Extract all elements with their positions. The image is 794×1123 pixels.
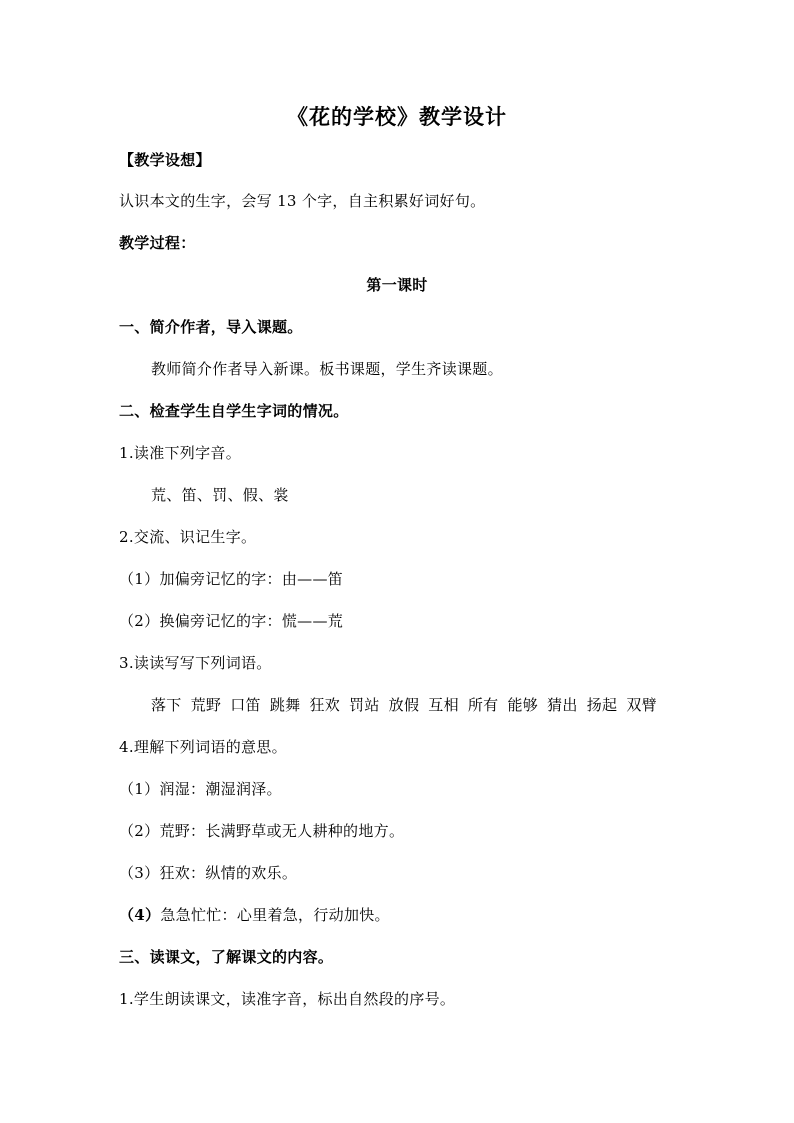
section-2-item-4d-text: 急急忙忙：心里着急，行动加快。: [160, 906, 390, 924]
section-2-item-4d-number: （4）: [119, 906, 161, 924]
section-2-item-1: 1.读准下列字音。: [119, 444, 242, 462]
vocabulary-word: 跳舞: [269, 696, 301, 714]
vocabulary-word: 罚站: [349, 696, 380, 714]
vocabulary-word: 双臂: [626, 696, 657, 714]
section-2-item-4d: [119, 905, 390, 925]
design-heading: 【教学设想】: [119, 151, 211, 169]
vocabulary-word: 扬起: [586, 696, 618, 714]
vocabulary-word: 狂欢: [309, 696, 341, 714]
section-2-item-4b: （2）荒野：长满野草或无人耕种的地方。: [119, 822, 405, 840]
section-2-item-4c: （3）狂欢：纵情的欢乐。: [119, 864, 298, 882]
section-2-item-3: 3.读读写写下列词语。: [119, 654, 272, 672]
section-2-heading: 二、检查学生自学生字词的情况。: [119, 402, 349, 420]
section-2-item-2b: （2）换偏旁记忆的字：慌——荒: [119, 612, 344, 630]
lesson-heading: 第一课时: [366, 276, 428, 294]
vocabulary-word: 猜出: [547, 696, 578, 714]
vocabulary-word-list: [151, 695, 666, 715]
vocabulary-word: 落下: [151, 696, 182, 714]
design-text: 认识本文的生字，会写 13 个字，自主积累好词好句。: [119, 192, 486, 210]
vocabulary-word: 口笛: [230, 696, 261, 714]
section-3-heading: 三、读课文，了解课文的内容。: [119, 948, 334, 966]
section-1-text: 教师简介作者导入新课。板书课题，学生齐读课题。: [151, 360, 503, 378]
section-2-item-2: 2.交流、识记生字。: [119, 528, 257, 546]
section-1-heading: 一、简介作者，导入课题。: [119, 318, 303, 336]
vocabulary-word: 放假: [388, 696, 420, 714]
document-title: 《花的学校》教学设计: [287, 104, 507, 129]
section-2-item-2a: （1）加偏旁记忆的字：由——笛: [119, 570, 344, 588]
section-3-item-1: 1.学生朗读课文，读准字音，标出自然段的序号。: [119, 990, 456, 1008]
process-heading: 教学过程：: [119, 234, 196, 252]
vocabulary-word: 能够: [507, 696, 539, 714]
section-2-item-1-chars: 荒、笛、罚、假、裳: [151, 486, 289, 504]
section-2-item-4a: （1）润湿：潮湿润泽。: [119, 780, 282, 798]
section-2-item-4: 4.理解下列词语的意思。: [119, 738, 287, 756]
vocabulary-word: 互相: [428, 696, 459, 714]
vocabulary-word: 所有: [467, 696, 499, 714]
vocabulary-word: 荒野: [190, 696, 222, 714]
